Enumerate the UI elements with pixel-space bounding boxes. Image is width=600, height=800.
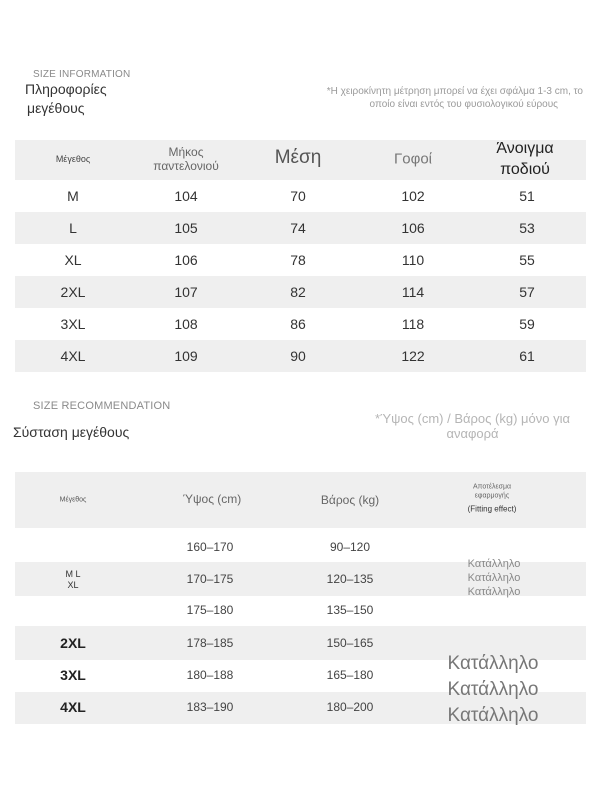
fitting-effect-text: Κατάλληλο xyxy=(447,679,539,700)
cell-waist: 70 xyxy=(290,188,306,204)
fitting-effect-text: Κατάλληλο xyxy=(467,572,521,584)
header-trouser-length xyxy=(153,145,219,173)
header-trouser-length-line1: Μήκος xyxy=(168,145,204,159)
cell-weight: 150–165 xyxy=(326,636,374,650)
fitting-effect-group-2xl-4xl xyxy=(448,651,539,729)
cell-hips: 114 xyxy=(401,284,425,300)
header-trouser-length-line2: παντελονιού xyxy=(153,159,219,173)
header-leg-opening-line1: Άνοιγμα xyxy=(496,140,554,157)
header-size: Μέγεθος xyxy=(59,496,87,504)
fitting-effect-text: Κατάλληλο xyxy=(447,705,539,726)
cell-length: 108 xyxy=(174,316,198,332)
size-information-title xyxy=(25,80,107,118)
cell-length: 104 xyxy=(174,188,198,204)
header-size: Μέγεθος xyxy=(55,154,91,164)
header-leg-opening-line2: ποδιού xyxy=(500,161,550,178)
cell-size: 3XL xyxy=(60,316,86,332)
header-fitting-effect-line3: (Fitting effect) xyxy=(467,504,517,514)
measurement-note xyxy=(327,85,583,111)
reference-note-line2: αναφορά xyxy=(446,426,499,441)
cell-size: XL xyxy=(64,252,82,268)
cell-size: 4XL xyxy=(60,348,86,364)
cell-waist: 78 xyxy=(290,252,306,268)
cell-height: 183–190 xyxy=(186,700,234,714)
cell-size: M xyxy=(67,188,79,204)
cell-hips: 102 xyxy=(401,188,425,204)
cell-length: 107 xyxy=(174,284,198,300)
cell-leg: 61 xyxy=(519,348,535,364)
cell-weight: 120–135 xyxy=(326,572,374,586)
cell-hips: 110 xyxy=(401,252,425,268)
cell-waist: 74 xyxy=(290,220,306,236)
cell-waist: 86 xyxy=(290,316,306,332)
cell-weight: 165–180 xyxy=(326,668,374,682)
cell-height: 160–170 xyxy=(186,540,234,554)
reference-note-line1: *Ύψος (cm) / Βάρος (kg) μόνο για xyxy=(374,411,571,426)
header-fitting-effect xyxy=(468,483,517,514)
cell-hips: 122 xyxy=(401,348,425,364)
fitting-effect-text: Κατάλληλο xyxy=(447,653,539,674)
group-sizes-m-l-xl xyxy=(65,569,80,591)
cell-hips: 118 xyxy=(401,316,425,332)
cell-waist: 90 xyxy=(290,348,306,364)
header-fitting-effect-line1: Αποτέλεσμα xyxy=(472,483,512,491)
cell-weight: 180–200 xyxy=(326,700,374,714)
cell-size: L xyxy=(69,220,77,236)
header-height: Ύψος (cm) xyxy=(182,492,242,506)
cell-length: 109 xyxy=(174,348,198,364)
cell-leg: 53 xyxy=(519,220,535,236)
cell-hips: 106 xyxy=(401,220,425,236)
cell-height: 178–185 xyxy=(186,636,234,650)
header-leg-opening xyxy=(496,138,553,180)
cell-height: 175–180 xyxy=(186,603,234,617)
size-information-title-line2: μεγέθους xyxy=(27,100,85,116)
group-sizes-line1: M L xyxy=(65,569,81,579)
fitting-effect-text: Κατάλληλο xyxy=(467,586,521,598)
table-row xyxy=(15,596,586,626)
fitting-effect-text: Κατάλληλο xyxy=(467,558,521,570)
fitting-effect-group-m-l-xl xyxy=(468,557,521,599)
cell-length: 105 xyxy=(174,220,198,236)
measurement-note-line2: οποίο είναι εντός του φυσιολογικού εύρους xyxy=(369,99,558,110)
measurement-note-line1: *Η χειροκίνητη μέτρηση μπορεί να έχει σφάλμα 1-3 cm, το xyxy=(326,86,583,97)
cell-weight: 135–150 xyxy=(326,603,374,617)
header-fitting-effect-line2: εφαρμογής xyxy=(474,492,510,500)
size-information-title-line1: Πληροφορίες xyxy=(25,81,107,97)
cell-size: 2XL xyxy=(60,284,86,300)
cell-size: 3XL xyxy=(60,667,86,683)
cell-leg: 51 xyxy=(519,188,535,204)
cell-height: 170–175 xyxy=(186,572,234,586)
cell-waist: 82 xyxy=(290,284,306,300)
cell-weight: 90–120 xyxy=(329,540,371,554)
cell-size: 2XL xyxy=(60,635,86,651)
size-recommendation-title: Σύσταση μεγέθους xyxy=(13,424,130,440)
header-hips: Γοφοί xyxy=(393,150,433,168)
cell-length: 106 xyxy=(174,252,198,268)
cell-height: 180–188 xyxy=(186,668,234,682)
cell-leg: 57 xyxy=(519,284,535,300)
size-information-en-title: SIZE INFORMATION xyxy=(33,69,131,80)
cell-leg: 59 xyxy=(519,316,535,332)
reference-note xyxy=(360,411,585,441)
cell-leg: 55 xyxy=(519,252,535,268)
size-recommendation-en-title: SIZE RECOMMENDATION xyxy=(33,400,171,412)
group-sizes-line2: XL xyxy=(67,580,79,590)
header-waist: Μέση xyxy=(274,147,322,168)
header-weight: Βάρος (kg) xyxy=(320,493,380,507)
cell-size: 4XL xyxy=(60,699,86,715)
